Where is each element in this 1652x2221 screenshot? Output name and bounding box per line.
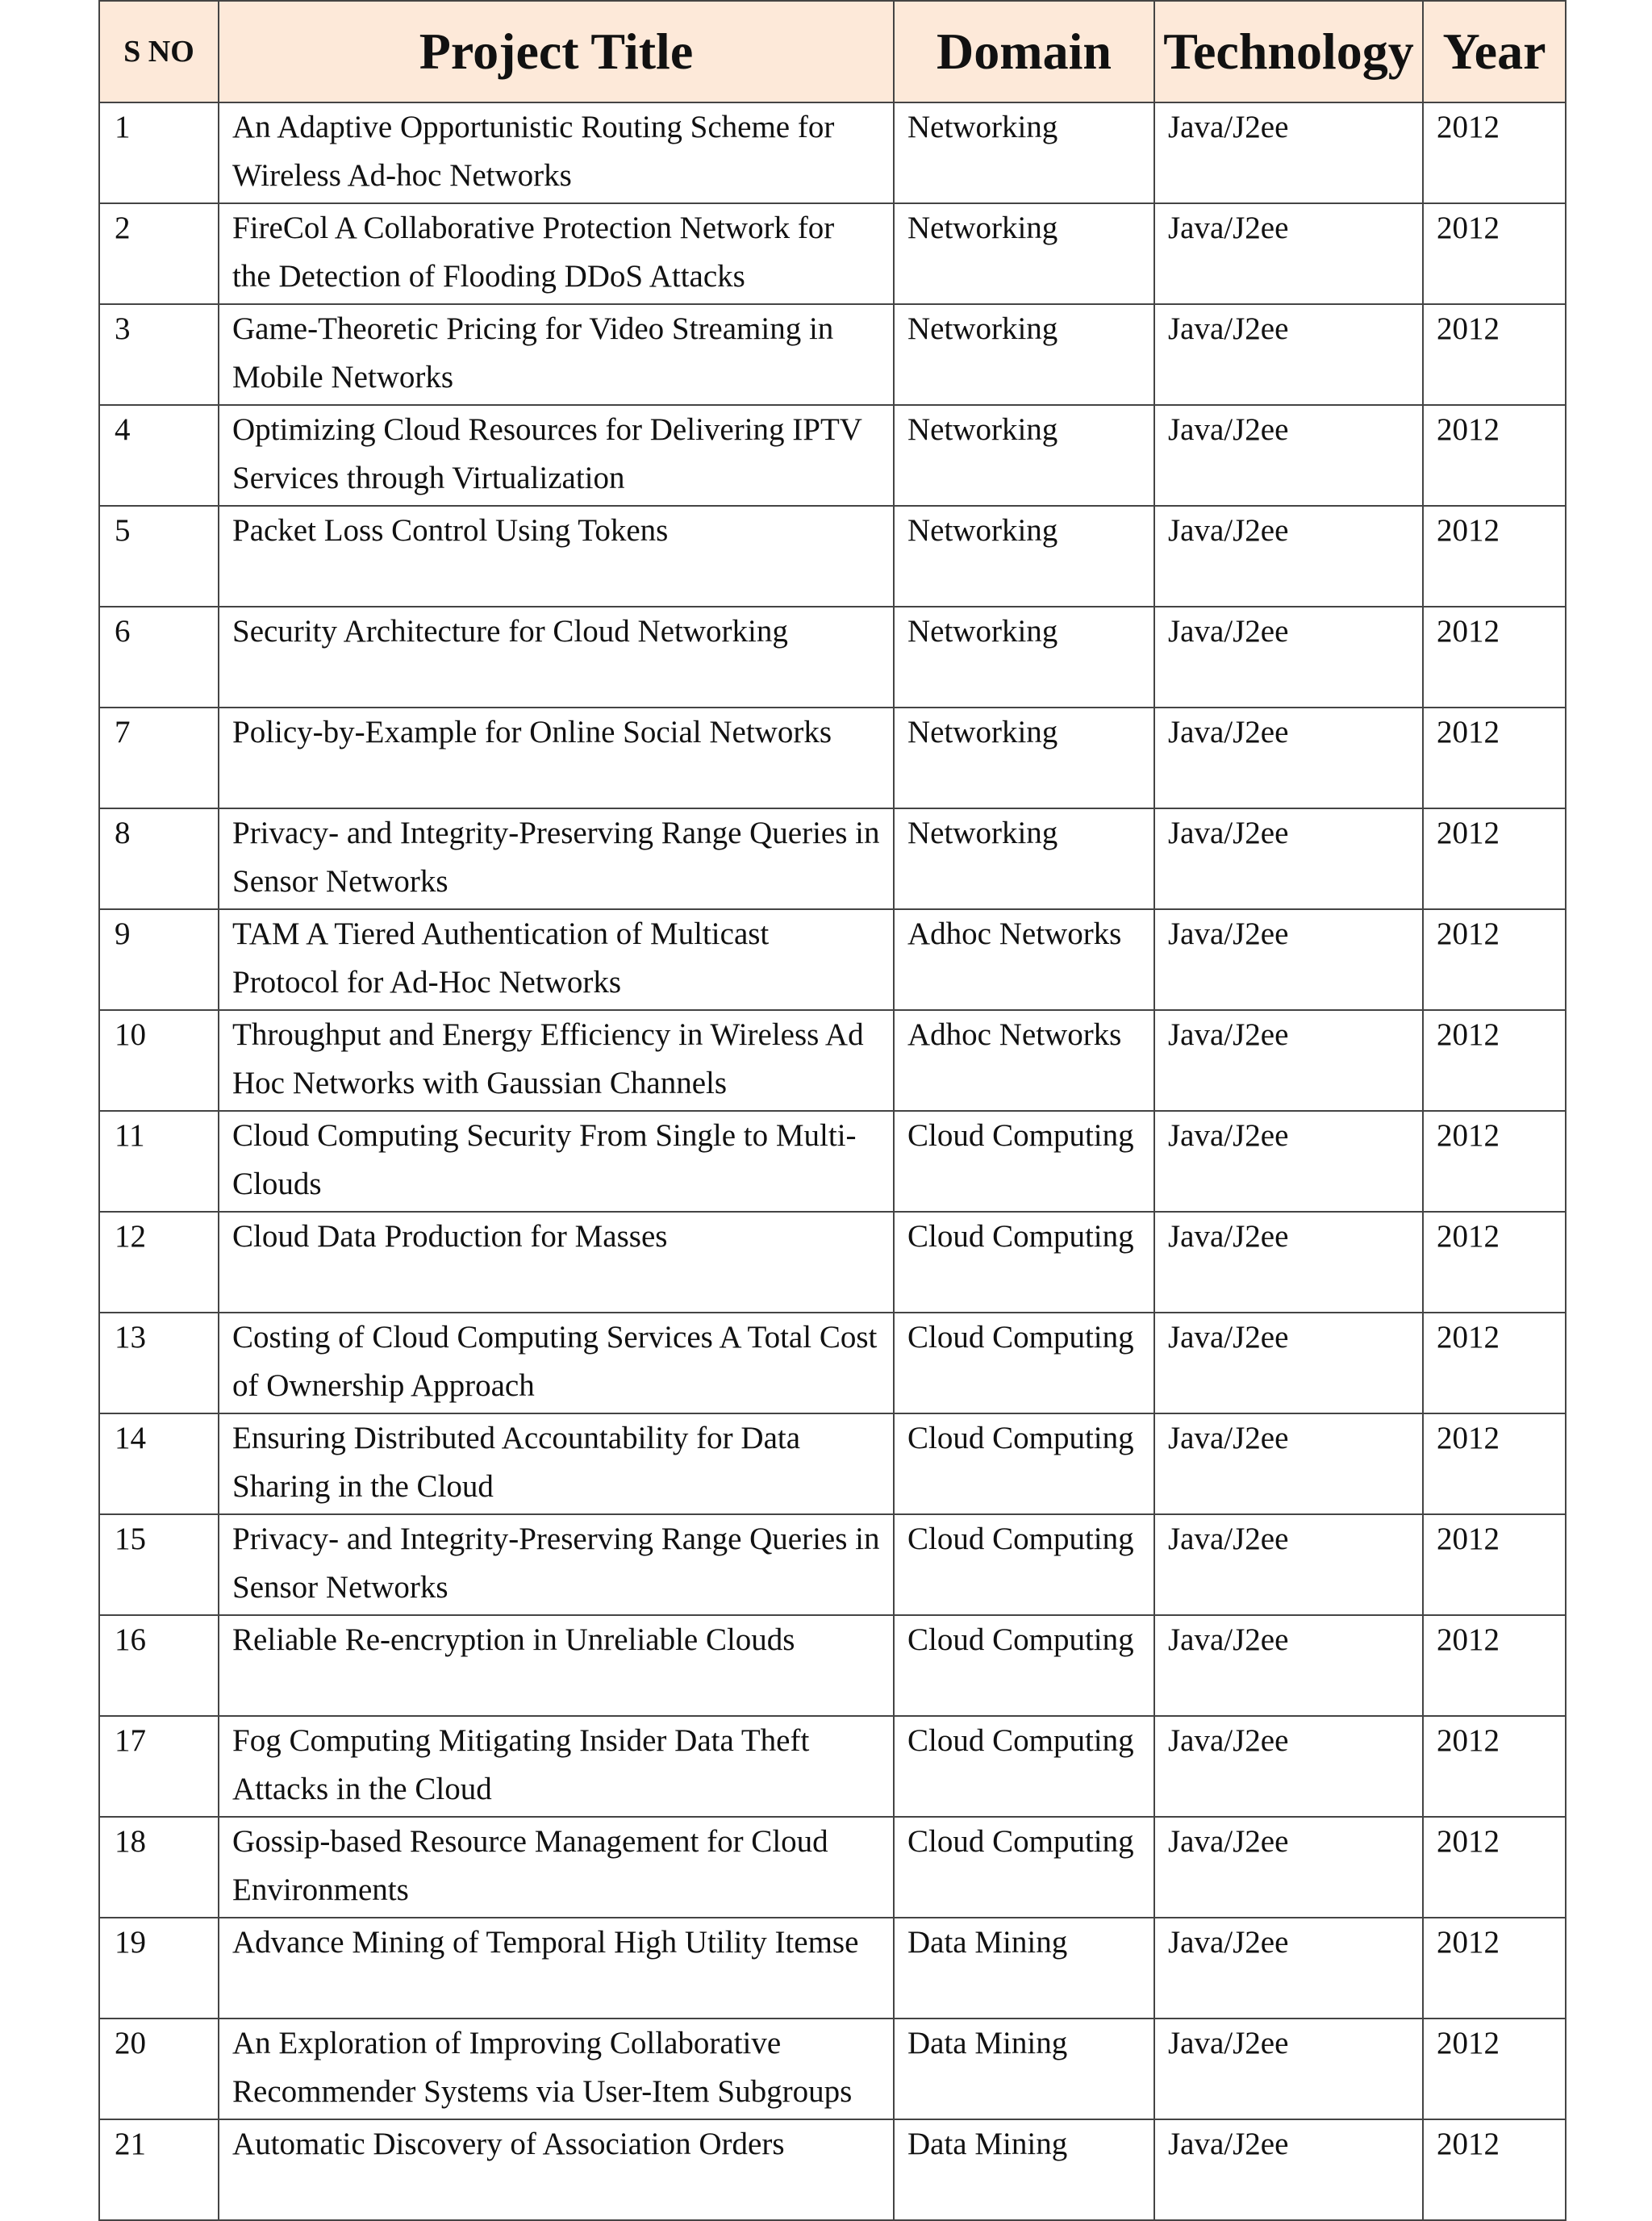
cell-year: 2012 [1423, 1918, 1566, 2019]
cell-technology: Java/J2ee [1154, 405, 1423, 506]
cell-year: 2012 [1423, 607, 1566, 708]
table-row [99, 1817, 1566, 1918]
cell-domain: Adhoc Networks [894, 1010, 1154, 1111]
cell-sno: 1 [99, 102, 219, 203]
cell-technology: Java/J2ee [1154, 1111, 1423, 1212]
cell-sno: 17 [99, 1716, 219, 1817]
cell-sno: 12 [99, 1212, 219, 1313]
cell-title: Costing of Cloud Computing Services A Total Cost of Ownership Approach [219, 1313, 894, 1413]
projects-table [98, 0, 1566, 2221]
cell-domain: Cloud Computing [894, 1514, 1154, 1615]
cell-year: 2012 [1423, 2019, 1566, 2119]
cell-sno: 7 [99, 708, 219, 808]
table-row [99, 506, 1566, 607]
cell-title: Automatic Discovery of Association Orders [219, 2119, 894, 2220]
table-row [99, 708, 1566, 808]
cell-year: 2012 [1423, 1514, 1566, 1615]
table-row [99, 1918, 1566, 2019]
cell-title: Privacy- and Integrity-Preserving Range Queries in Sensor Networks [219, 808, 894, 909]
cell-sno: 9 [99, 909, 219, 1010]
table-row [99, 304, 1566, 405]
cell-title: Gossip-based Resource Management for Cloud Environments [219, 1817, 894, 1918]
cell-year: 2012 [1423, 909, 1566, 1010]
cell-technology: Java/J2ee [1154, 2019, 1423, 2119]
cell-domain: Networking [894, 808, 1154, 909]
cell-technology: Java/J2ee [1154, 102, 1423, 203]
cell-domain: Networking [894, 607, 1154, 708]
cell-domain: Networking [894, 304, 1154, 405]
cell-title: Policy-by-Example for Online Social Networks [219, 708, 894, 808]
header-technology: Technology [1154, 1, 1423, 102]
cell-year: 2012 [1423, 1716, 1566, 1817]
cell-year: 2012 [1423, 1212, 1566, 1313]
cell-title: An Adaptive Opportunistic Routing Scheme for Wireless Ad-hoc Networks [219, 102, 894, 203]
cell-domain: Networking [894, 405, 1154, 506]
cell-title: Privacy- and Integrity-Preserving Range Queries in Sensor Networks [219, 1514, 894, 1615]
cell-year: 2012 [1423, 1111, 1566, 1212]
cell-year: 2012 [1423, 304, 1566, 405]
cell-domain: Networking [894, 708, 1154, 808]
cell-technology: Java/J2ee [1154, 1918, 1423, 2019]
cell-title: Cloud Data Production for Masses [219, 1212, 894, 1313]
cell-sno: 14 [99, 1413, 219, 1514]
cell-title: Advance Mining of Temporal High Utility Itemse [219, 1918, 894, 2019]
cell-sno: 15 [99, 1514, 219, 1615]
cell-technology: Java/J2ee [1154, 1413, 1423, 1514]
cell-sno: 5 [99, 506, 219, 607]
cell-technology: Java/J2ee [1154, 1010, 1423, 1111]
cell-year: 2012 [1423, 1010, 1566, 1111]
cell-year: 2012 [1423, 1817, 1566, 1918]
cell-year: 2012 [1423, 203, 1566, 304]
table-row [99, 1212, 1566, 1313]
cell-title: An Exploration of Improving Collaborative Recommender Systems via User-Item Subgroups [219, 2019, 894, 2119]
header-project-title: Project Title [219, 1, 894, 102]
cell-sno: 21 [99, 2119, 219, 2220]
cell-year: 2012 [1423, 405, 1566, 506]
cell-title: Cloud Computing Security From Single to Multi-Clouds [219, 1111, 894, 1212]
cell-year: 2012 [1423, 506, 1566, 607]
cell-technology: Java/J2ee [1154, 1716, 1423, 1817]
table-row [99, 1716, 1566, 1817]
cell-year: 2012 [1423, 2119, 1566, 2220]
cell-sno: 4 [99, 405, 219, 506]
cell-sno: 13 [99, 1313, 219, 1413]
cell-domain: Cloud Computing [894, 1111, 1154, 1212]
cell-domain: Data Mining [894, 2019, 1154, 2119]
cell-year: 2012 [1423, 1313, 1566, 1413]
cell-technology: Java/J2ee [1154, 909, 1423, 1010]
cell-domain: Cloud Computing [894, 1716, 1154, 1817]
cell-year: 2012 [1423, 708, 1566, 808]
cell-domain: Networking [894, 203, 1154, 304]
cell-technology: Java/J2ee [1154, 808, 1423, 909]
cell-year: 2012 [1423, 1413, 1566, 1514]
cell-title: FireCol A Collaborative Protection Network for the Detection of Flooding DDoS Attacks [219, 203, 894, 304]
cell-domain: Cloud Computing [894, 1615, 1154, 1716]
table-body [99, 102, 1566, 2220]
table-row [99, 1010, 1566, 1111]
cell-technology: Java/J2ee [1154, 1313, 1423, 1413]
table-row [99, 808, 1566, 909]
cell-title: Throughput and Energy Efficiency in Wireless Ad Hoc Networks with Gaussian Channels [219, 1010, 894, 1111]
cell-title: Optimizing Cloud Resources for Delivering IPTV Services through Virtualization [219, 405, 894, 506]
cell-title: Game-Theoretic Pricing for Video Streaming in Mobile Networks [219, 304, 894, 405]
cell-sno: 18 [99, 1817, 219, 1918]
cell-sno: 19 [99, 1918, 219, 2019]
header-year: Year [1423, 1, 1566, 102]
cell-domain: Data Mining [894, 2119, 1154, 2220]
cell-title: TAM A Tiered Authentication of Multicast Protocol for Ad-Hoc Networks [219, 909, 894, 1010]
cell-domain: Cloud Computing [894, 1313, 1154, 1413]
cell-year: 2012 [1423, 808, 1566, 909]
header-domain: Domain [894, 1, 1154, 102]
cell-domain: Networking [894, 506, 1154, 607]
cell-technology: Java/J2ee [1154, 304, 1423, 405]
cell-title: Fog Computing Mitigating Insider Data Theft Attacks in the Cloud [219, 1716, 894, 1817]
cell-year: 2012 [1423, 1615, 1566, 1716]
cell-title: Ensuring Distributed Accountability for Data Sharing in the Cloud [219, 1413, 894, 1514]
cell-domain: Cloud Computing [894, 1212, 1154, 1313]
table-header [99, 1, 1566, 102]
table-row [99, 1313, 1566, 1413]
cell-domain: Networking [894, 102, 1154, 203]
table-row [99, 2119, 1566, 2220]
cell-technology: Java/J2ee [1154, 1212, 1423, 1313]
cell-year: 2012 [1423, 102, 1566, 203]
cell-technology: Java/J2ee [1154, 1514, 1423, 1615]
cell-title: Packet Loss Control Using Tokens [219, 506, 894, 607]
header-row [99, 1, 1566, 102]
cell-technology: Java/J2ee [1154, 1615, 1423, 1716]
table-row [99, 909, 1566, 1010]
cell-technology: Java/J2ee [1154, 203, 1423, 304]
cell-sno: 11 [99, 1111, 219, 1212]
cell-domain: Data Mining [894, 1918, 1154, 2019]
table-row [99, 1514, 1566, 1615]
table-row [99, 1615, 1566, 1716]
cell-sno: 8 [99, 808, 219, 909]
cell-domain: Cloud Computing [894, 1413, 1154, 1514]
cell-sno: 16 [99, 1615, 219, 1716]
cell-technology: Java/J2ee [1154, 2119, 1423, 2220]
table-row [99, 1111, 1566, 1212]
cell-technology: Java/J2ee [1154, 607, 1423, 708]
cell-sno: 3 [99, 304, 219, 405]
table-row [99, 607, 1566, 708]
cell-sno: 2 [99, 203, 219, 304]
cell-domain: Adhoc Networks [894, 909, 1154, 1010]
cell-title: Security Architecture for Cloud Networking [219, 607, 894, 708]
cell-sno: 20 [99, 2019, 219, 2119]
cell-technology: Java/J2ee [1154, 506, 1423, 607]
cell-technology: Java/J2ee [1154, 708, 1423, 808]
cell-title: Reliable Re-encryption in Unreliable Clouds [219, 1615, 894, 1716]
header-sno: S NO [99, 1, 219, 102]
cell-sno: 10 [99, 1010, 219, 1111]
table-row [99, 405, 1566, 506]
cell-domain: Cloud Computing [894, 1817, 1154, 1918]
cell-technology: Java/J2ee [1154, 1817, 1423, 1918]
table-row [99, 1413, 1566, 1514]
table-row [99, 2019, 1566, 2119]
table-row [99, 102, 1566, 203]
table-row [99, 203, 1566, 304]
cell-sno: 6 [99, 607, 219, 708]
